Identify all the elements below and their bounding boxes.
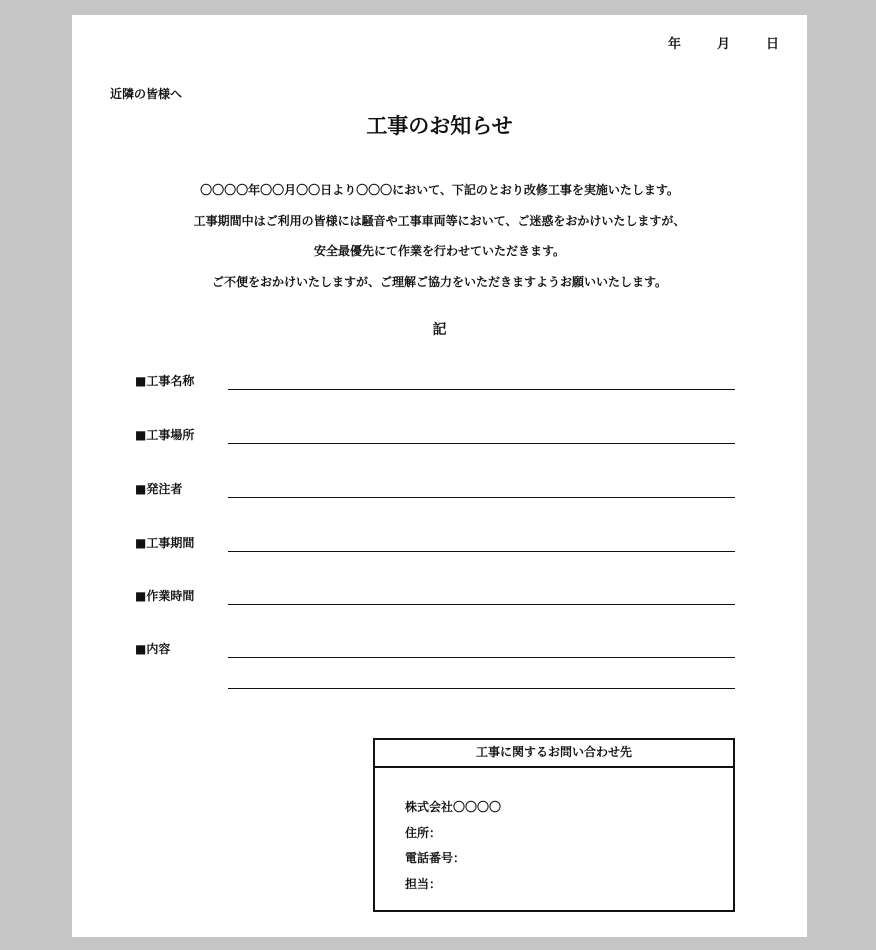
contact-details [405,795,501,897]
date-line [668,33,779,52]
field-underline [228,604,735,605]
date-day: 日 [765,37,779,52]
contact-phone-label: 電話番号： [405,851,466,865]
field-underline [228,497,735,498]
ki-heading: 記 [432,322,447,338]
field-work-hours [135,587,735,617]
contact-company: 株式会社〇〇〇〇 [405,800,502,814]
field-label: ■工事名称 [135,374,195,388]
body-line: ご不便をおかけいたしますが、ご理解ご協力をいただきますようお願いいたします。 [211,274,668,289]
notice-body [72,175,807,297]
field-construction-name [135,372,735,402]
field-underline [228,443,735,444]
field-underline [228,551,735,552]
field-label: ■工事期間 [135,536,195,550]
field-label: ■発注者 [135,482,183,496]
date-year: 年 [667,37,681,52]
recipient: 近隣の皆様へ [110,87,183,101]
body-line: 安全最優先にて作業を行わせていただきます。 [313,244,566,258]
field-construction-period [135,534,735,564]
field-orderer [135,480,735,510]
contact-box [373,738,735,912]
contact-person-label: 担当： [405,876,442,891]
field-construction-site [135,426,735,456]
document-title: 工事のお知らせ [366,113,513,138]
field-underline [228,657,735,658]
content-extra-underline [228,688,735,689]
contact-address-label: 住所： [405,825,442,840]
body-line: 〇〇〇〇年〇〇月〇〇日より〇〇〇において、下記のとおり改修工事を実施いたします。 [200,183,679,197]
contact-heading: 工事に関するお問い合わせ先 [375,740,733,768]
field-content [135,640,735,670]
body-line: 工事期間中はご利用の皆様には騒音や工事車両等において、ご迷惑をおかけいたしますが、 [193,213,686,228]
field-label: ■作業時間 [135,589,195,603]
document-page [72,15,807,937]
field-underline [228,389,735,390]
field-label: ■工事場所 [135,428,195,442]
date-month: 月 [716,37,730,52]
field-label: ■内容 [135,642,171,656]
